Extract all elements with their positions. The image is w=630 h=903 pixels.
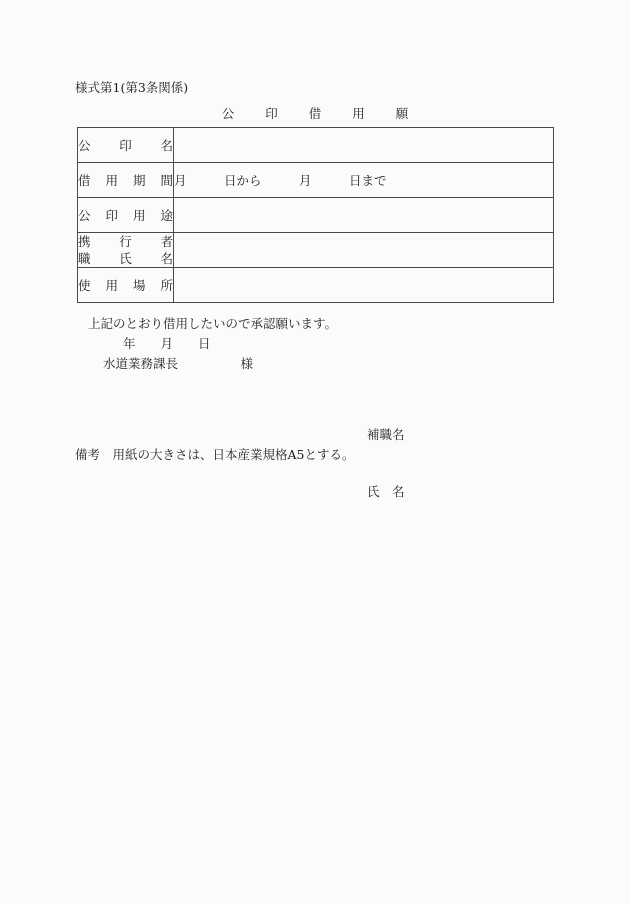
request-sentence: 上記のとおり借用したいので承認願います。 [88,316,338,331]
seal-purpose-field [174,198,554,233]
table-row-carrier [78,233,554,268]
seal-name-label: 公 印 名 [78,137,173,153]
seal-name-field [174,128,554,163]
carrier-field [174,233,554,268]
table-row-usage-place [78,268,554,303]
usage-place-label: 使 用 場 所 [78,277,173,293]
date-line: 年 月 日 [123,336,211,351]
signer-name-label: 氏 名 [367,484,405,499]
document-title: 公印借用願 [221,106,440,121]
carrier-label-line2: 職 氏 名 [78,251,173,266]
table-row-borrow-period [78,163,554,198]
borrow-period-field: 月 日から 月 日まで [174,163,554,198]
borrow-period-label: 借 用 期 間 [78,172,173,188]
addressee-line: 水道業務課長 様 [103,356,254,371]
usage-place-field [174,268,554,303]
seal-purpose-label: 公 印 用 途 [78,207,173,223]
remarks-note: 備考 用紙の大きさは、日本産業規格A5とする。 [75,447,355,462]
table-row-seal-purpose [78,198,554,233]
signer-title-label: 補職名 [367,427,405,442]
carrier-label-line1: 携 行 者 [78,234,173,249]
form-number: 様式第1(第3条関係) [75,80,189,95]
signer-block [367,387,405,539]
table-row-seal-name [78,128,554,163]
request-form-table [77,127,554,303]
